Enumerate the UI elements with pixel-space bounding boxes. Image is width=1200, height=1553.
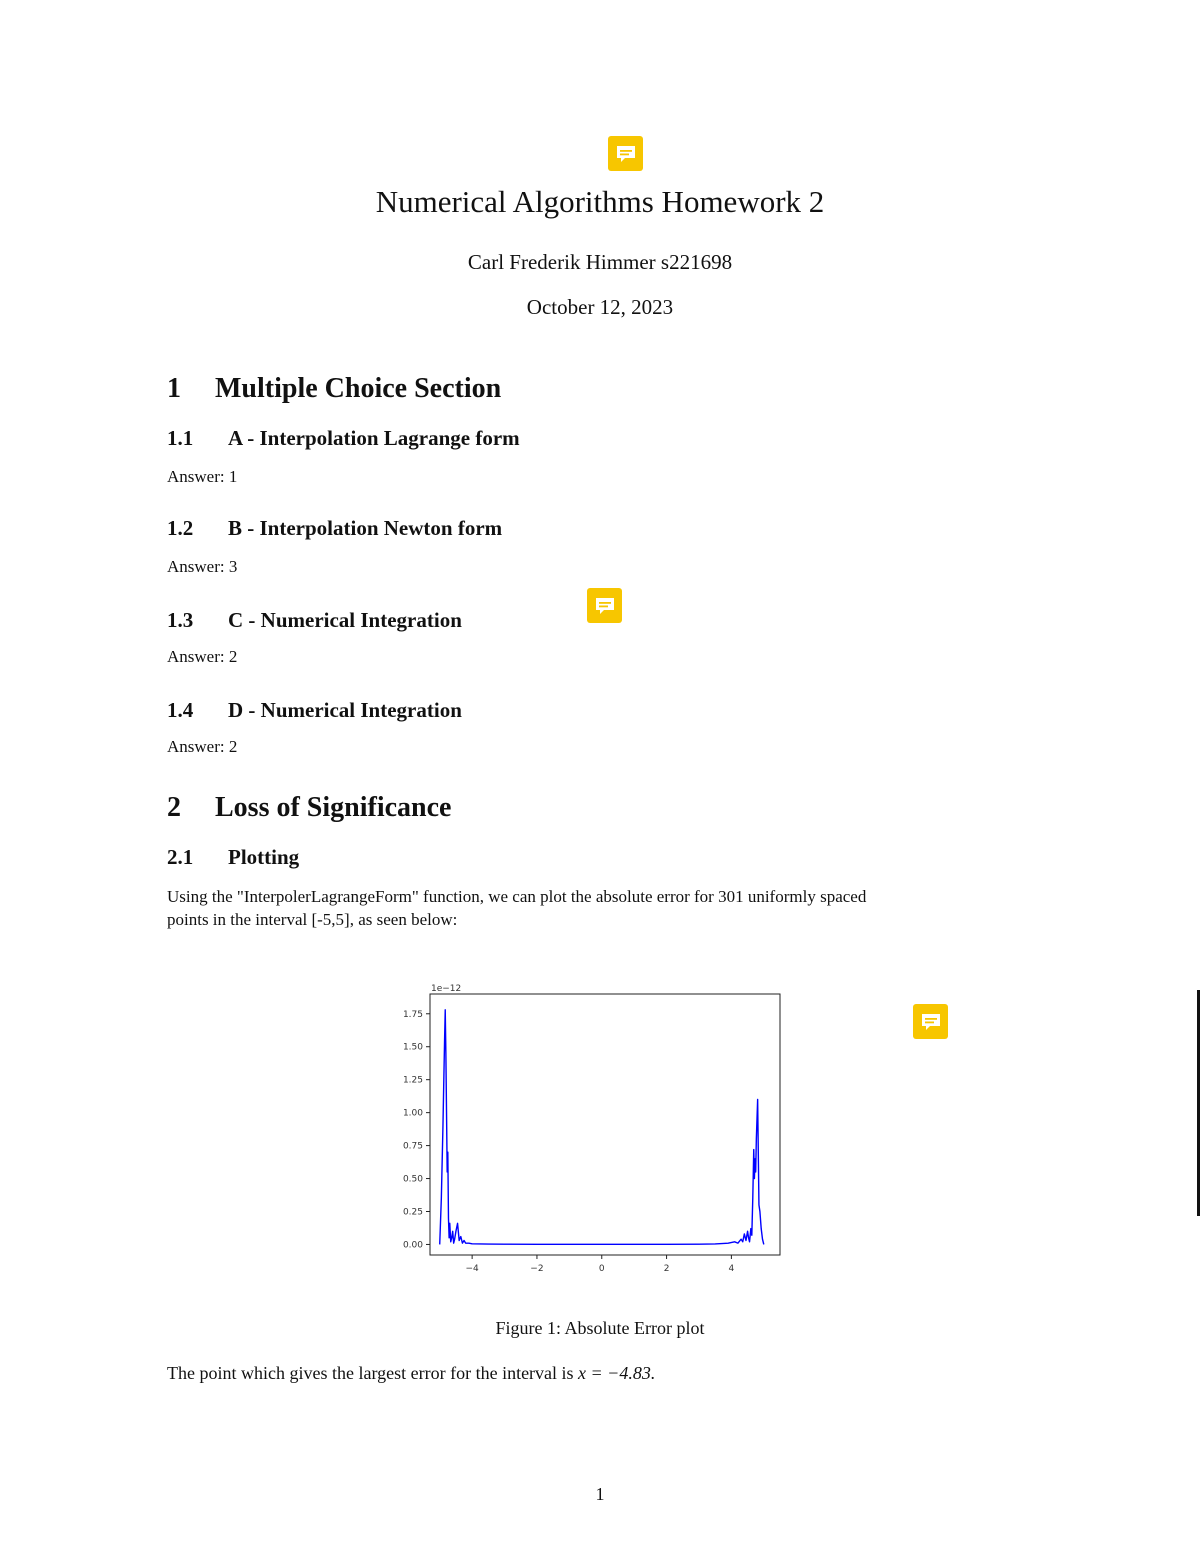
page-number: 1	[595, 1484, 605, 1504]
error-series-line	[440, 1010, 764, 1245]
y-tick-label: 1.75	[402, 1009, 423, 1020]
section-title: Loss of Significance	[215, 792, 452, 823]
section-heading-1	[167, 373, 501, 405]
answer-1-1: Answer: 1	[167, 467, 238, 486]
y-tick-label: 1.00	[402, 1108, 423, 1119]
conclusion-text	[167, 1363, 655, 1384]
subsection-number: 1.2	[167, 516, 194, 540]
absolute-error-chart	[395, 980, 795, 1280]
subsection-heading-2-1	[167, 845, 299, 870]
x-tick-label: 0	[598, 1264, 605, 1274]
subsection-heading-1-2	[167, 516, 502, 541]
answer-1-2: Answer: 3	[167, 557, 238, 576]
answer-1-4: Answer: 2	[167, 737, 238, 756]
x-tick-label: 4	[728, 1264, 735, 1274]
y-tick-label: 0.00	[402, 1240, 423, 1251]
scale-label: 1e−12	[431, 984, 462, 994]
comment-icon	[594, 596, 616, 616]
section-number: 1	[167, 373, 181, 404]
conclusion-math: x = −4.83.	[578, 1363, 656, 1383]
subsection-title: A - Interpolation Lagrange form	[228, 426, 520, 450]
paragraph-line: points in the interval [-5,5], as seen below:	[167, 910, 458, 929]
section-title: Multiple Choice Section	[215, 373, 502, 404]
answer-1-3: Answer: 2	[167, 647, 238, 666]
document-author: Carl Frederik Himmer s221698	[467, 250, 733, 274]
subsection-number: 1.4	[167, 698, 194, 722]
subsection-title: C - Numerical Integration	[228, 608, 462, 632]
comment-marker-figure[interactable]	[913, 1004, 948, 1039]
paragraph-line: Using the "InterpolerLagrangeForm" function, we can plot the absolute error for 301 uniformly spaced	[167, 887, 867, 906]
subsection-heading-1-4	[167, 698, 462, 723]
subsection-number: 2.1	[167, 845, 194, 869]
section-number: 2	[167, 792, 181, 823]
x-tick-label: −4	[465, 1264, 479, 1274]
plot-frame	[430, 994, 780, 1255]
y-tick-label: 1.25	[402, 1075, 423, 1086]
y-tick-label: 1.50	[402, 1042, 423, 1053]
subsection-number: 1.1	[167, 426, 194, 450]
x-axis	[465, 1255, 734, 1274]
comment-icon	[920, 1012, 942, 1032]
paragraph-plotting	[167, 885, 1047, 931]
y-axis	[403, 1010, 430, 1251]
section-heading-2	[167, 792, 451, 824]
comment-icon	[615, 144, 637, 164]
subsection-heading-1-3	[167, 608, 462, 633]
x-tick-label: −2	[530, 1264, 544, 1274]
comment-marker-section-1-3[interactable]	[587, 588, 622, 623]
y-tick-label: 0.75	[402, 1141, 423, 1152]
figure-caption: Figure 1: Absolute Error plot	[495, 1318, 705, 1338]
subsection-title: Plotting	[228, 845, 300, 869]
y-tick-label: 0.50	[402, 1174, 423, 1185]
subsection-title: D - Numerical Integration	[228, 698, 462, 722]
y-tick-label: 0.25	[402, 1207, 423, 1218]
subsection-heading-1-1	[167, 426, 520, 451]
subsection-title: B - Interpolation Newton form	[228, 516, 503, 540]
document-title: Numerical Algorithms Homework 2	[375, 184, 825, 219]
x-tick-label: 2	[663, 1264, 670, 1274]
conclusion-prefix: The point which gives the largest error for the interval is	[167, 1363, 579, 1383]
document-date: October 12, 2023	[526, 295, 674, 319]
comment-marker-title[interactable]	[608, 136, 643, 171]
subsection-number: 1.3	[167, 608, 194, 632]
